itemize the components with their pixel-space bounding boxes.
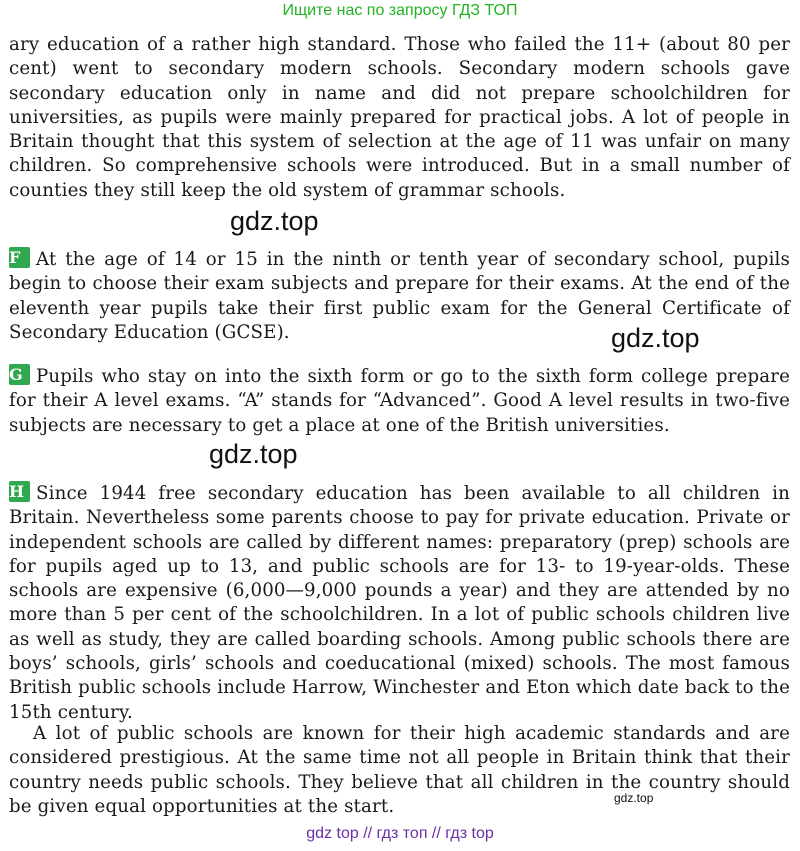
top-banner: Ищите нас по запросу ГДЗ ТОП	[282, 2, 518, 19]
section-marker-g: G	[9, 364, 30, 385]
watermark-4: gdz.top	[614, 791, 654, 805]
section-marker-h: H	[9, 481, 30, 502]
paragraph-f-text: At the age of 14 or 15 in the ninth or tenth year of secondary school, pupils begin to choose their exam subjects and prepare for their exams. At the end of the eleventh year pupils take their first public exam for the General Certificate of Secondary Education (GCSE).	[9, 249, 790, 343]
paragraph-g-text: Pupils who stay on into the sixth form or go to the sixth form college prepare for their A level exams. “A” stands for “Advanced”. Good A level results in two-five subjects are necessary to get a place at one of the British universities.	[9, 366, 790, 436]
paragraph-h	[9, 481, 790, 725]
paragraph-h-text: Since 1944 free secondary education has been available to all children in Britain. Nevertheless some parents choose to pay for private education. Private or independent schools are called by different names: preparatory (prep) schools are for pupils aged up to 13, and public schools are for 13- to 19-year-olds. These schools are expensive (6,000—9,000 pounds a year) and they are attended by no more than 5 per cent of the schoolchildren. In a lot of public schools children live as well as study, they are called boarding schools. Among public schools there are boys’ schools, girls’ schools and coeducational (mixed) schools. The most famous British public schools include Harrow, Winchester and Eton which date back to the 15th century.	[9, 483, 790, 723]
watermark-2: gdz.top	[611, 323, 700, 353]
section-marker-f: F	[9, 247, 30, 268]
bottom-banner: gdz top // гдз топ // гдз top	[306, 825, 494, 842]
paragraph-g	[9, 364, 790, 438]
paragraph-closing: A lot of public schools are known for their high academic standards and are considered prestigious. At the same time not all people in Britain think that their country needs public schools. They believe that all children in the country should be given equal opportunities at the start.	[9, 723, 790, 817]
paragraph-intro: ary education of a rather high standard. Those who failed the 11+ (about 80 per cent) went to secondary modern schools. Secondary modern schools gave secondary education only in name and did not prepare schoolchildren for universities, as pupils were mainly prepared for practical jobs. A lot of people in Britain thought that this system of selection at the age of 11 was unfair on many children. So comprehensive schools were introduced. But in a small number of counties they still keep the old system of grammar schools.	[9, 34, 790, 201]
watermark-1: gdz.top	[230, 206, 319, 236]
watermark-3: gdz.top	[209, 439, 298, 469]
